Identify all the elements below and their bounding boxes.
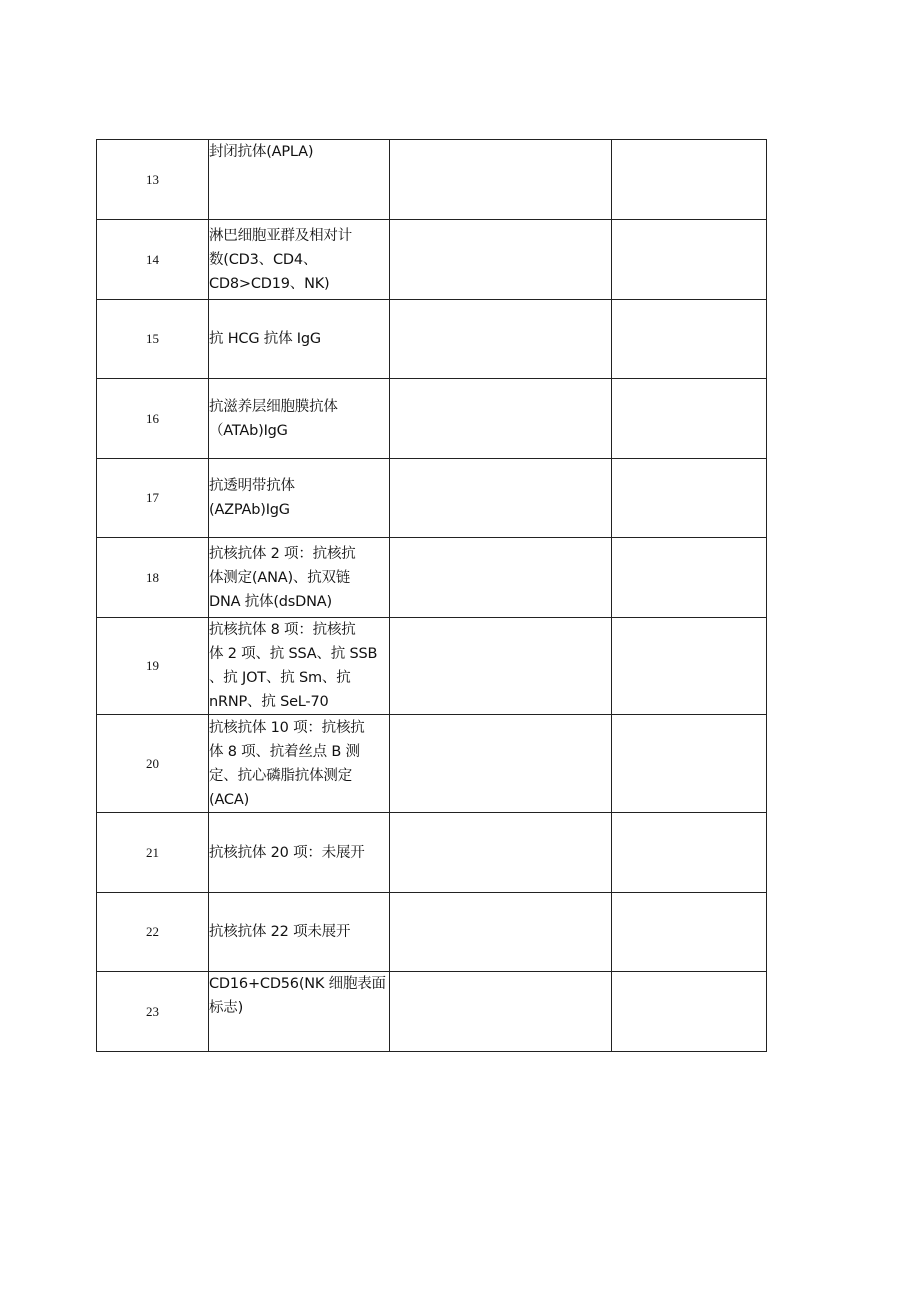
table-row [97,459,767,538]
table-row [97,813,767,893]
test-item-name: 抗核抗体 10 项：抗核抗 体 8 项、抗着丝点 B 测 定、抗心磷脂抗体测定 (ACA) [209,715,390,813]
table-row [97,972,767,1052]
empty-cell [612,459,767,538]
row-number: 13 [97,140,209,220]
empty-cell [612,140,767,220]
row-number: 14 [97,220,209,300]
table-row [97,538,767,618]
row-number: 18 [97,538,209,618]
test-item-name: 抗滋养层细胞膜抗体 （ATAb)IgG [209,379,390,459]
table-row [97,715,767,813]
empty-cell [390,538,612,618]
test-item-name: 抗核抗体 20 项：未展开 [209,813,390,893]
empty-cell [612,715,767,813]
table-row [97,140,767,220]
table-row [97,618,767,715]
test-item-name: 抗核抗体 2 项：抗核抗 体测定(ANA)、抗双链 DNA 抗体(dsDNA) [209,538,390,618]
row-number: 19 [97,618,209,715]
row-number: 22 [97,893,209,972]
table-row [97,893,767,972]
table-row [97,220,767,300]
test-item-name: 封闭抗体(APLA) [209,140,390,220]
empty-cell [612,220,767,300]
test-item-name: 抗 HCG 抗体 IgG [209,300,390,379]
empty-cell [612,300,767,379]
empty-cell [612,538,767,618]
empty-cell [390,972,612,1052]
empty-cell [390,300,612,379]
test-items-table [96,139,767,1052]
table-row [97,379,767,459]
test-item-name: CD16+CD56(NK 细胞表面 标志) [209,972,390,1052]
row-number: 16 [97,379,209,459]
empty-cell [612,893,767,972]
empty-cell [612,972,767,1052]
test-item-name: 抗核抗体 22 项未展开 [209,893,390,972]
empty-cell [390,715,612,813]
empty-cell [390,220,612,300]
empty-cell [612,813,767,893]
test-item-name: 抗透明带抗体 (AZPAb)IgG [209,459,390,538]
empty-cell [390,893,612,972]
empty-cell [390,813,612,893]
table-row [97,300,767,379]
row-number: 17 [97,459,209,538]
empty-cell [390,618,612,715]
row-number: 20 [97,715,209,813]
row-number: 15 [97,300,209,379]
empty-cell [390,379,612,459]
empty-cell [390,140,612,220]
test-item-name: 抗核抗体 8 项：抗核抗 体 2 项、抗 SSA、抗 SSB 、抗 JOT、抗 Sm、抗 nRNP、抗 SeL-70 [209,618,390,715]
row-number: 23 [97,972,209,1052]
empty-cell [612,379,767,459]
empty-cell [612,618,767,715]
row-number: 21 [97,813,209,893]
empty-cell [390,459,612,538]
test-item-name: 淋巴细胞亚群及相对计 数(CD3、CD4、 CD8>CD19、NK) [209,220,390,300]
